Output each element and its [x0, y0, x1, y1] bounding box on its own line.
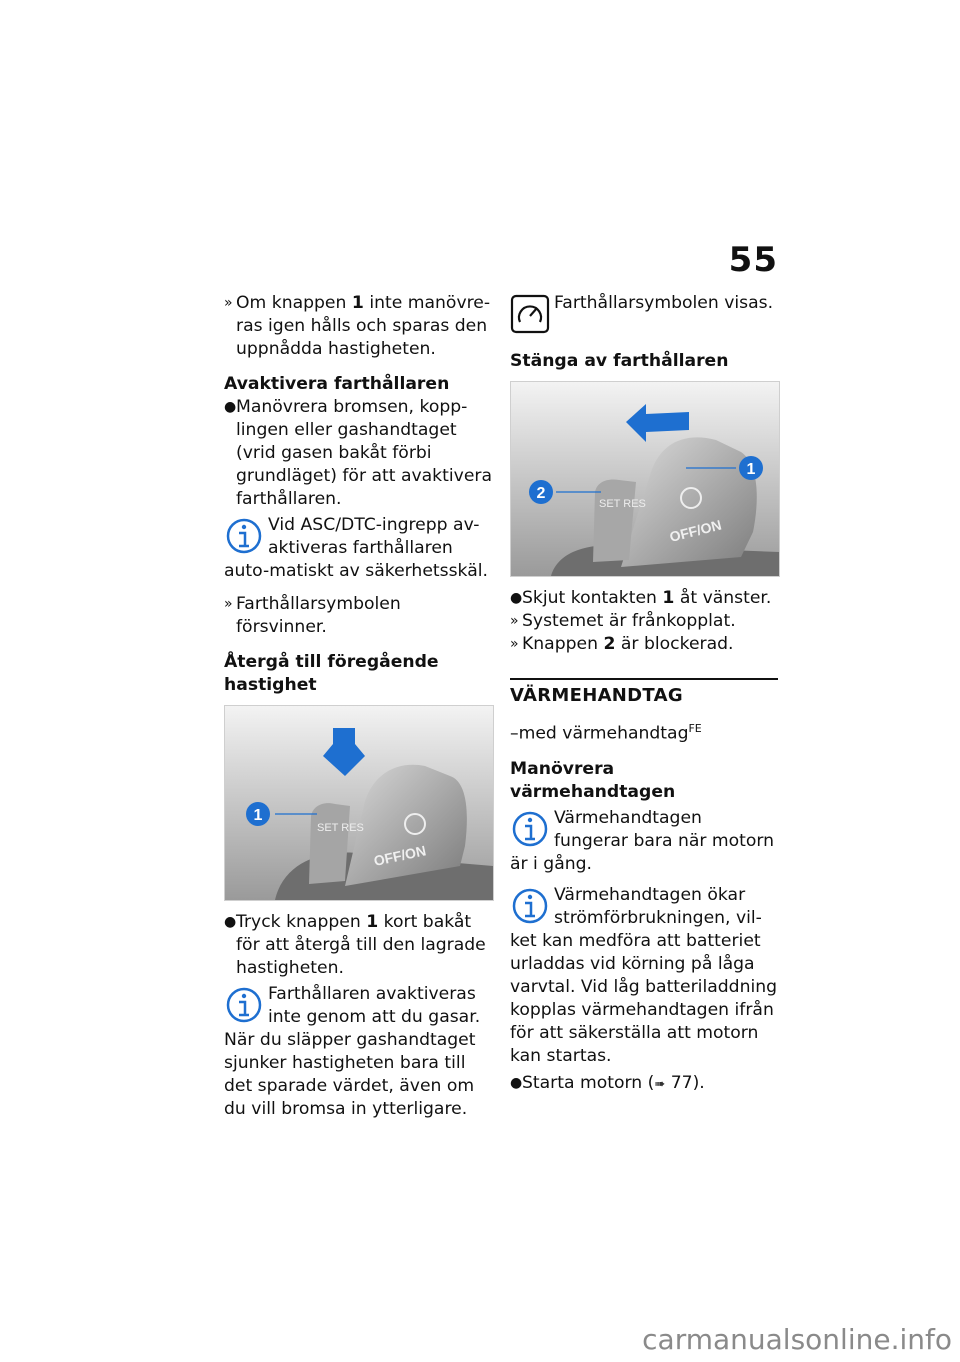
watermark: carmanualsonline.info: [642, 1323, 952, 1356]
cruise-control-icon: [510, 292, 550, 336]
figure-label-1: 1: [746, 461, 756, 478]
bullet-item: ● Skjut kontakten 1 åt vänster.: [510, 588, 772, 608]
figure-off-on-switch: [510, 381, 780, 577]
section-rule: [510, 678, 778, 707]
off-on-label: OFF/ON: [667, 516, 724, 545]
ref-number: 1: [366, 912, 379, 932]
result-arrow-icon: »: [224, 295, 233, 311]
info-note: Värmehandtagen ökar strömförbrukningen, vil-ket kan medföra att batteriet urladdas vid körning på låga varvtal. Vid låg batteriladdning kopplas värmehandtagen ifrån för att säkerställa att motorn kan startas.: [510, 884, 778, 1066]
heading-operate: Manövrera värmehandtagen: [510, 758, 676, 802]
ref-number: 1: [662, 588, 675, 608]
symbol-note: Farthållarsymbolen visas.: [510, 292, 778, 315]
info-icon: [224, 514, 264, 560]
superscript: FE: [688, 722, 702, 735]
info-icon: [510, 884, 550, 930]
result-item: » Farthållarsymbolen försvinner.: [224, 594, 401, 637]
page-number: 55: [728, 240, 778, 280]
result-item: » Om knappen 1 inte manövre-ras igen hålls och sparas den uppnådda hastigheten.: [224, 293, 491, 359]
ref-number: 2: [603, 634, 616, 654]
off-on-label: OFF/ON: [372, 842, 428, 869]
bullet-icon: ●: [510, 590, 523, 606]
figure-label-1: 1: [253, 807, 263, 824]
ref-number: 1: [351, 293, 364, 313]
heading-deactivate: Avaktivera farthållaren: [224, 374, 450, 394]
info-icon: [224, 983, 264, 1029]
info-icon: [510, 807, 550, 853]
figure-label-2: 2: [536, 485, 546, 502]
info-note: Värmehandtagen fungerar bara när motorn är i gång.: [510, 807, 775, 874]
result-arrow-icon: »: [510, 613, 519, 629]
right-column: [510, 292, 778, 1096]
result-arrow-icon: »: [224, 596, 233, 612]
bullet-item: ● Starta motorn (➠ 77).: [510, 1072, 705, 1093]
figure-set-res-button: [224, 705, 494, 901]
info-note: Vid ASC/DTC-ingrepp av-aktiveras farthållaren auto-matiskt av säkerhetsskäl.: [224, 515, 488, 581]
set-res-label: SET RES: [599, 498, 646, 510]
result-item: » Knappen 2 är blockerad.: [510, 634, 734, 654]
bullet-icon: ●: [510, 1074, 523, 1091]
bullet-icon: ●: [224, 399, 237, 415]
heading-off: Stänga av farthållaren: [510, 351, 729, 371]
page-ref-arrow-icon[interactable]: ➠: [654, 1076, 666, 1092]
page-ref-link[interactable]: 77: [670, 1072, 693, 1093]
section-title: VÄRMEHANDTAG: [510, 685, 683, 706]
section-subtitle: –med värmehandtag$^{FE}$: [510, 722, 702, 744]
bullet-icon: ●: [224, 914, 237, 930]
bullet-item: ● Manövrera bromsen, kopp-lingen eller gashandtaget (vrid gasen bakåt förbi grundläget) för att avaktivera farthållaren.: [224, 397, 492, 509]
info-note: Farthållaren avaktiveras inte genom att du gasar. När du släpper gashandtaget sjunker hastigheten bara till det sparade värdet, även om du vill bromsa in ytterligare.: [224, 984, 481, 1119]
heading-resume: Återgå till föregående hastighet: [224, 652, 439, 695]
result-arrow-icon: »: [510, 636, 519, 652]
result-item: » Systemet är frånkopplat.: [510, 611, 736, 631]
set-res-label: SET RES: [317, 822, 364, 834]
left-column: [224, 292, 492, 1121]
bullet-item: ● Tryck knappen 1 kort bakåt för att återgå till den lagrade hastigheten.: [224, 912, 486, 978]
